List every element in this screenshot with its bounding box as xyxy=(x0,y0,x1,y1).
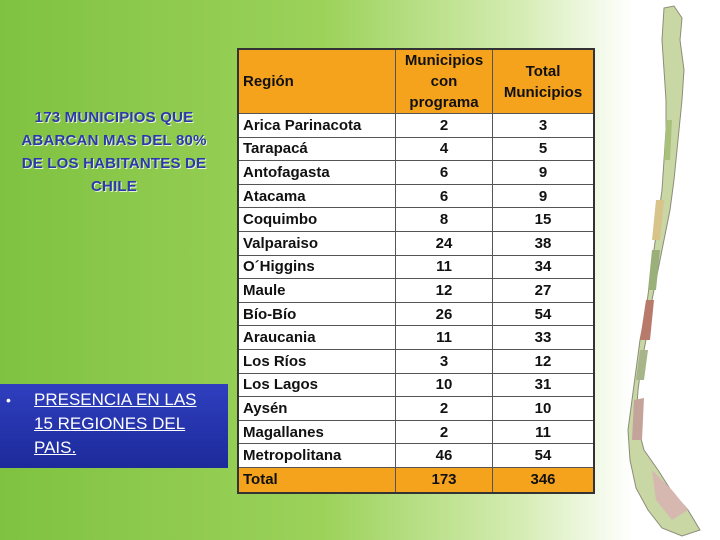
con-programa-cell: 26 xyxy=(396,302,493,326)
region-cell: Metropolitana xyxy=(238,444,396,468)
region-cell: Los Lagos xyxy=(238,373,396,397)
con-programa-cell: 3 xyxy=(396,349,493,373)
con-programa-cell: 46 xyxy=(396,444,493,468)
table-row xyxy=(238,208,594,232)
table-row xyxy=(238,255,594,279)
table-row xyxy=(238,326,594,350)
region-cell: Magallanes xyxy=(238,420,396,444)
total-cell: 5 xyxy=(493,137,595,161)
table-row xyxy=(238,137,594,161)
table-row xyxy=(238,420,594,444)
table-row xyxy=(238,114,594,138)
total-cell: 33 xyxy=(493,326,595,350)
region-cell: Coquimbo xyxy=(238,208,396,232)
region-cell: Bío-Bío xyxy=(238,302,396,326)
total-cell: 10 xyxy=(493,397,595,421)
table-row xyxy=(238,373,594,397)
table-header-row xyxy=(238,49,594,114)
total-cell: 3 xyxy=(493,114,595,138)
bullet-box xyxy=(0,384,228,468)
table-row xyxy=(238,161,594,185)
header-total: Total Municipios xyxy=(493,49,595,114)
table-row xyxy=(238,279,594,303)
total-cell: 15 xyxy=(493,208,595,232)
region-cell: Aysén xyxy=(238,397,396,421)
total-cell: 9 xyxy=(493,161,595,185)
region-cell: O´Higgins xyxy=(238,255,396,279)
bullet-dot-icon: • xyxy=(6,392,11,408)
total-label-cell: Total xyxy=(238,467,396,493)
con-programa-cell: 6 xyxy=(396,184,493,208)
total-cell: 38 xyxy=(493,231,595,255)
region-cell: Maule xyxy=(238,279,396,303)
total-cell: 12 xyxy=(493,349,595,373)
total-cell: 54 xyxy=(493,444,595,468)
con-programa-cell: 6 xyxy=(396,161,493,185)
chile-map-icon xyxy=(612,0,720,540)
header-region: Región xyxy=(238,49,396,114)
con-programa-cell: 2 xyxy=(396,420,493,444)
con-programa-cell: 4 xyxy=(396,137,493,161)
region-cell: Antofagasta xyxy=(238,161,396,185)
con-programa-cell: 2 xyxy=(396,397,493,421)
table-row xyxy=(238,397,594,421)
table-row xyxy=(238,231,594,255)
total-cell: 27 xyxy=(493,279,595,303)
region-cell: Arica Parinacota xyxy=(238,114,396,138)
total-cell: 31 xyxy=(493,373,595,397)
total-total-cell: 346 xyxy=(493,467,595,493)
con-programa-cell: 11 xyxy=(396,326,493,350)
con-programa-cell: 2 xyxy=(396,114,493,138)
total-con-programa-cell: 173 xyxy=(396,467,493,493)
header-con-programa: Municipios con programa xyxy=(396,49,493,114)
region-cell: Araucania xyxy=(238,326,396,350)
table-total-row xyxy=(238,467,594,493)
con-programa-cell: 12 xyxy=(396,279,493,303)
region-cell: Valparaiso xyxy=(238,231,396,255)
total-cell: 54 xyxy=(493,302,595,326)
table-row xyxy=(238,349,594,373)
con-programa-cell: 8 xyxy=(396,208,493,232)
con-programa-cell: 24 xyxy=(396,231,493,255)
region-cell: Los Ríos xyxy=(238,349,396,373)
con-programa-cell: 10 xyxy=(396,373,493,397)
table-row xyxy=(238,184,594,208)
total-cell: 11 xyxy=(493,420,595,444)
headline-text: 173 MUNICIPIOS QUE ABARCAN MAS DEL 80% DE LOS HABITANTES DE CHILE xyxy=(21,109,207,195)
region-cell: Atacama xyxy=(238,184,396,208)
total-cell: 34 xyxy=(493,255,595,279)
region-cell: Tarapacá xyxy=(238,137,396,161)
table-row xyxy=(238,444,594,468)
total-cell: 9 xyxy=(493,184,595,208)
bullet-text: PRESENCIA EN LAS 15 REGIONES DEL PAIS. xyxy=(34,390,197,457)
municipalities-table xyxy=(237,48,595,494)
con-programa-cell: 11 xyxy=(396,255,493,279)
table-row xyxy=(238,302,594,326)
